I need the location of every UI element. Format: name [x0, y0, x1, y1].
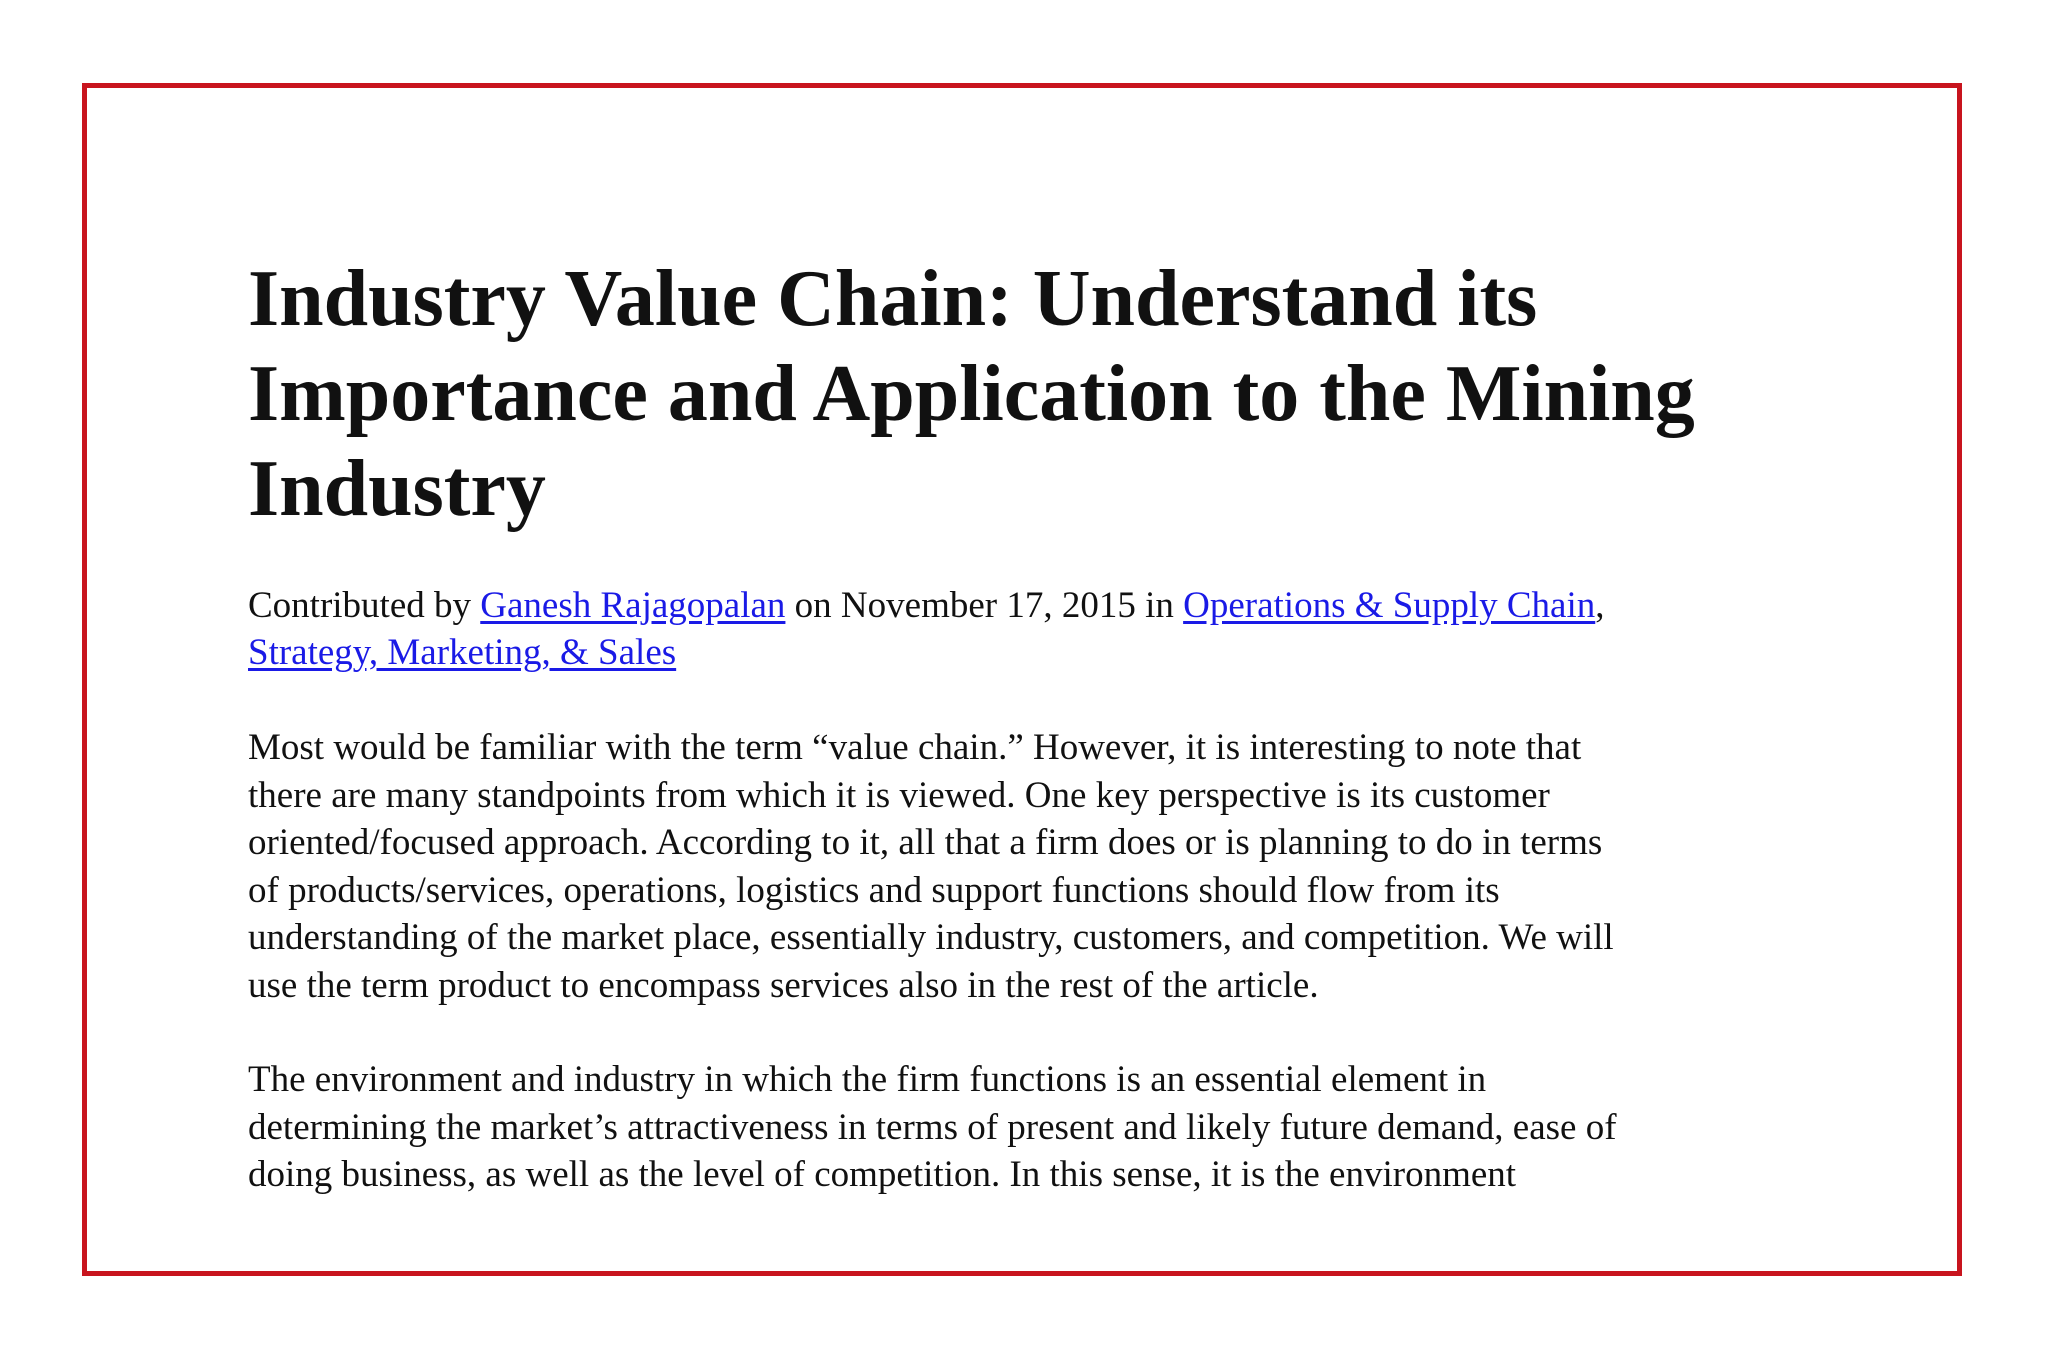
byline-line — [248, 582, 1605, 629]
category-link-operations[interactable]: Operations & Supply Chain — [1183, 585, 1596, 626]
byline-prefix: Contributed by — [248, 585, 481, 626]
paragraph-line: there are many standpoints from which it is viewed. One key perspective is its customer — [248, 774, 1550, 816]
byline-line — [248, 629, 1605, 676]
article — [248, 252, 1808, 1195]
paragraph-line: of products/services, operations, logistics and support functions should flow from its — [248, 869, 1500, 911]
paragraph-line: understanding of the market place, essentially industry, customers, and competition. We will — [248, 917, 1614, 958]
byline-date: on November 17, 2015 in — [785, 585, 1184, 626]
paragraph-line: oriented/focused approach. According to it, all that a firm does or is planning to do in terms — [248, 822, 1603, 863]
category-link-strategy[interactable]: Strategy, Marketing, & Sales — [248, 632, 677, 673]
title-line: Industry — [248, 445, 546, 533]
article-title — [248, 252, 1808, 537]
byline-separator: , — [1595, 585, 1605, 626]
paragraph-line: doing business, as well as the level of competition. In this sense, it is the environment — [248, 1154, 1517, 1195]
paragraph-line: determining the market’s attractiveness in terms of present and likely future demand, ease of — [248, 1106, 1617, 1148]
paragraph-1 — [248, 724, 1614, 1009]
paragraph-2 — [248, 1056, 1617, 1199]
byline — [248, 582, 1605, 676]
paragraph-line: The environment and industry in which the firm functions is an essential element in — [248, 1059, 1487, 1100]
title-line: Industry Value Chain: Understand its — [248, 255, 1538, 343]
author-link[interactable]: Ganesh Rajagopalan — [480, 585, 786, 626]
title-line: Importance and Application to the Mining — [248, 350, 1695, 438]
paragraph-line: use the term product to encompass services also in the rest of the article. — [248, 964, 1319, 1006]
paragraph-line: Most would be familiar with the term “value chain.” However, it is interesting to note that — [248, 727, 1582, 768]
